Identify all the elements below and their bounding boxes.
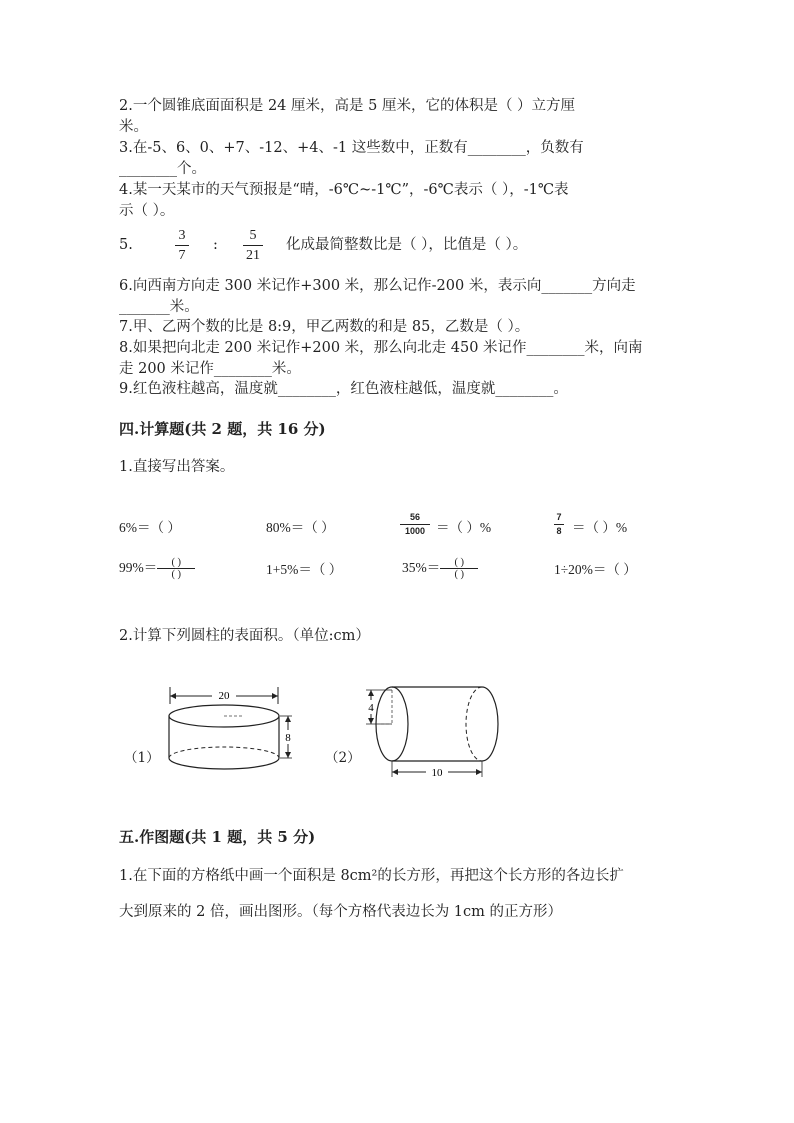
calc-35-label: 35%＝	[402, 560, 441, 575]
section4-q2: 2.计算下列圆柱的表面积。（单位:cm）	[119, 628, 370, 644]
q2-line2: 米。	[119, 119, 148, 135]
q4-line1: 4.某一天某市的天气预报是“晴，-6℃~-1℃”，-6℃表示（ ），-1℃表	[119, 182, 569, 198]
q2-line1: 2.一个圆锥底面面积是 24 厘米，高是 5 厘米，它的体积是（ ）立方厘	[119, 98, 576, 114]
section5-q1-line2: 大到原来的 2 倍，画出图形。（每个方格代表边长为 1cm 的正方形）	[119, 904, 563, 920]
numerator: 5	[249, 228, 257, 243]
q5-fraction-1	[175, 227, 189, 264]
q6-line2: _______米。	[119, 299, 199, 315]
numerator: 7	[556, 512, 562, 522]
q5-fraction-2	[243, 227, 263, 264]
blank-fraction	[440, 557, 478, 580]
calc-99-label: 99%＝	[119, 560, 158, 575]
denominator: 7	[178, 248, 186, 263]
q8-line1: 8.如果把向北走 200 米记作+200 米，那么向北走 450 米记作________米，向南	[119, 340, 643, 356]
q5-number: 5.	[119, 237, 133, 253]
q3-line1: 3.在-5、6、0、+7、-12、+4、-1 这些数中，正数有________，负数有	[119, 140, 584, 156]
q6-line1: 6.向西南方向走 300 米记作+300 米，那么记作-200 米，表示向_______方向走	[119, 278, 636, 294]
q9: 9.红色液柱越高，温度就________，红色液柱越低，温度就________。	[119, 381, 568, 397]
blank-numerator: ( )	[171, 557, 182, 569]
calc-99-percent	[119, 556, 195, 580]
denominator: 21	[246, 248, 260, 263]
figure1-label: （1）	[124, 750, 160, 766]
height-label: 8	[285, 732, 291, 744]
section4-title: 四.计算题(共 2 题，共 16 分)	[119, 420, 326, 438]
blank-denominator: ( )	[454, 569, 465, 581]
width-label: 20	[218, 690, 230, 702]
q7: 7.甲、乙两个数的比是 8:9，甲乙两数的和是 85，乙数是（ ）。	[119, 319, 530, 335]
numerator: 56	[409, 512, 420, 522]
fraction-56-1000	[400, 512, 430, 537]
q4-line2: 示（ ）。	[119, 203, 175, 219]
section5-title: 五.作图题(共 1 题，共 5 分)	[119, 828, 316, 846]
blank-numerator: ( )	[454, 557, 465, 569]
section5-q1-line1: 1.在下面的方格纸中画一个面积是 8cm²的长方形，再把这个长方形的各边长扩	[119, 868, 624, 884]
q8-line2: 走 200 米记作________米。	[119, 361, 301, 377]
denominator: 1000	[404, 526, 426, 536]
blank-fraction	[157, 557, 195, 580]
calc-6-percent: 6%＝（ ）	[119, 520, 181, 535]
calc-35-percent	[402, 556, 478, 580]
cylinder-figure-1	[160, 682, 300, 782]
numerator: 3	[178, 228, 186, 243]
denominator: 8	[556, 526, 562, 536]
q5-text: 化成最简整数比是（ ），比值是（ ）。	[286, 237, 528, 253]
calc-80-percent: 80%＝（ ）	[266, 520, 335, 535]
q5-colon: :	[213, 237, 218, 253]
cylinder-figure-2	[362, 684, 507, 782]
calc-56-1000-answer: ＝（ ）%	[436, 520, 492, 535]
calc-1-plus-5-percent: 1+5%＝（ ）	[266, 562, 343, 577]
length-label: 10	[431, 767, 443, 779]
radius-label: 4	[368, 702, 374, 714]
figure2-label: （2）	[325, 750, 361, 766]
section4-q1: 1.直接写出答案。	[119, 459, 235, 475]
calc-7-8-answer: ＝（ ）%	[572, 520, 628, 535]
blank-denominator: ( )	[171, 569, 182, 581]
calc-1-div-20-percent: 1÷20%＝（ ）	[554, 562, 637, 577]
fraction-7-8	[554, 512, 564, 537]
q3-line2: ________个。	[119, 161, 206, 177]
